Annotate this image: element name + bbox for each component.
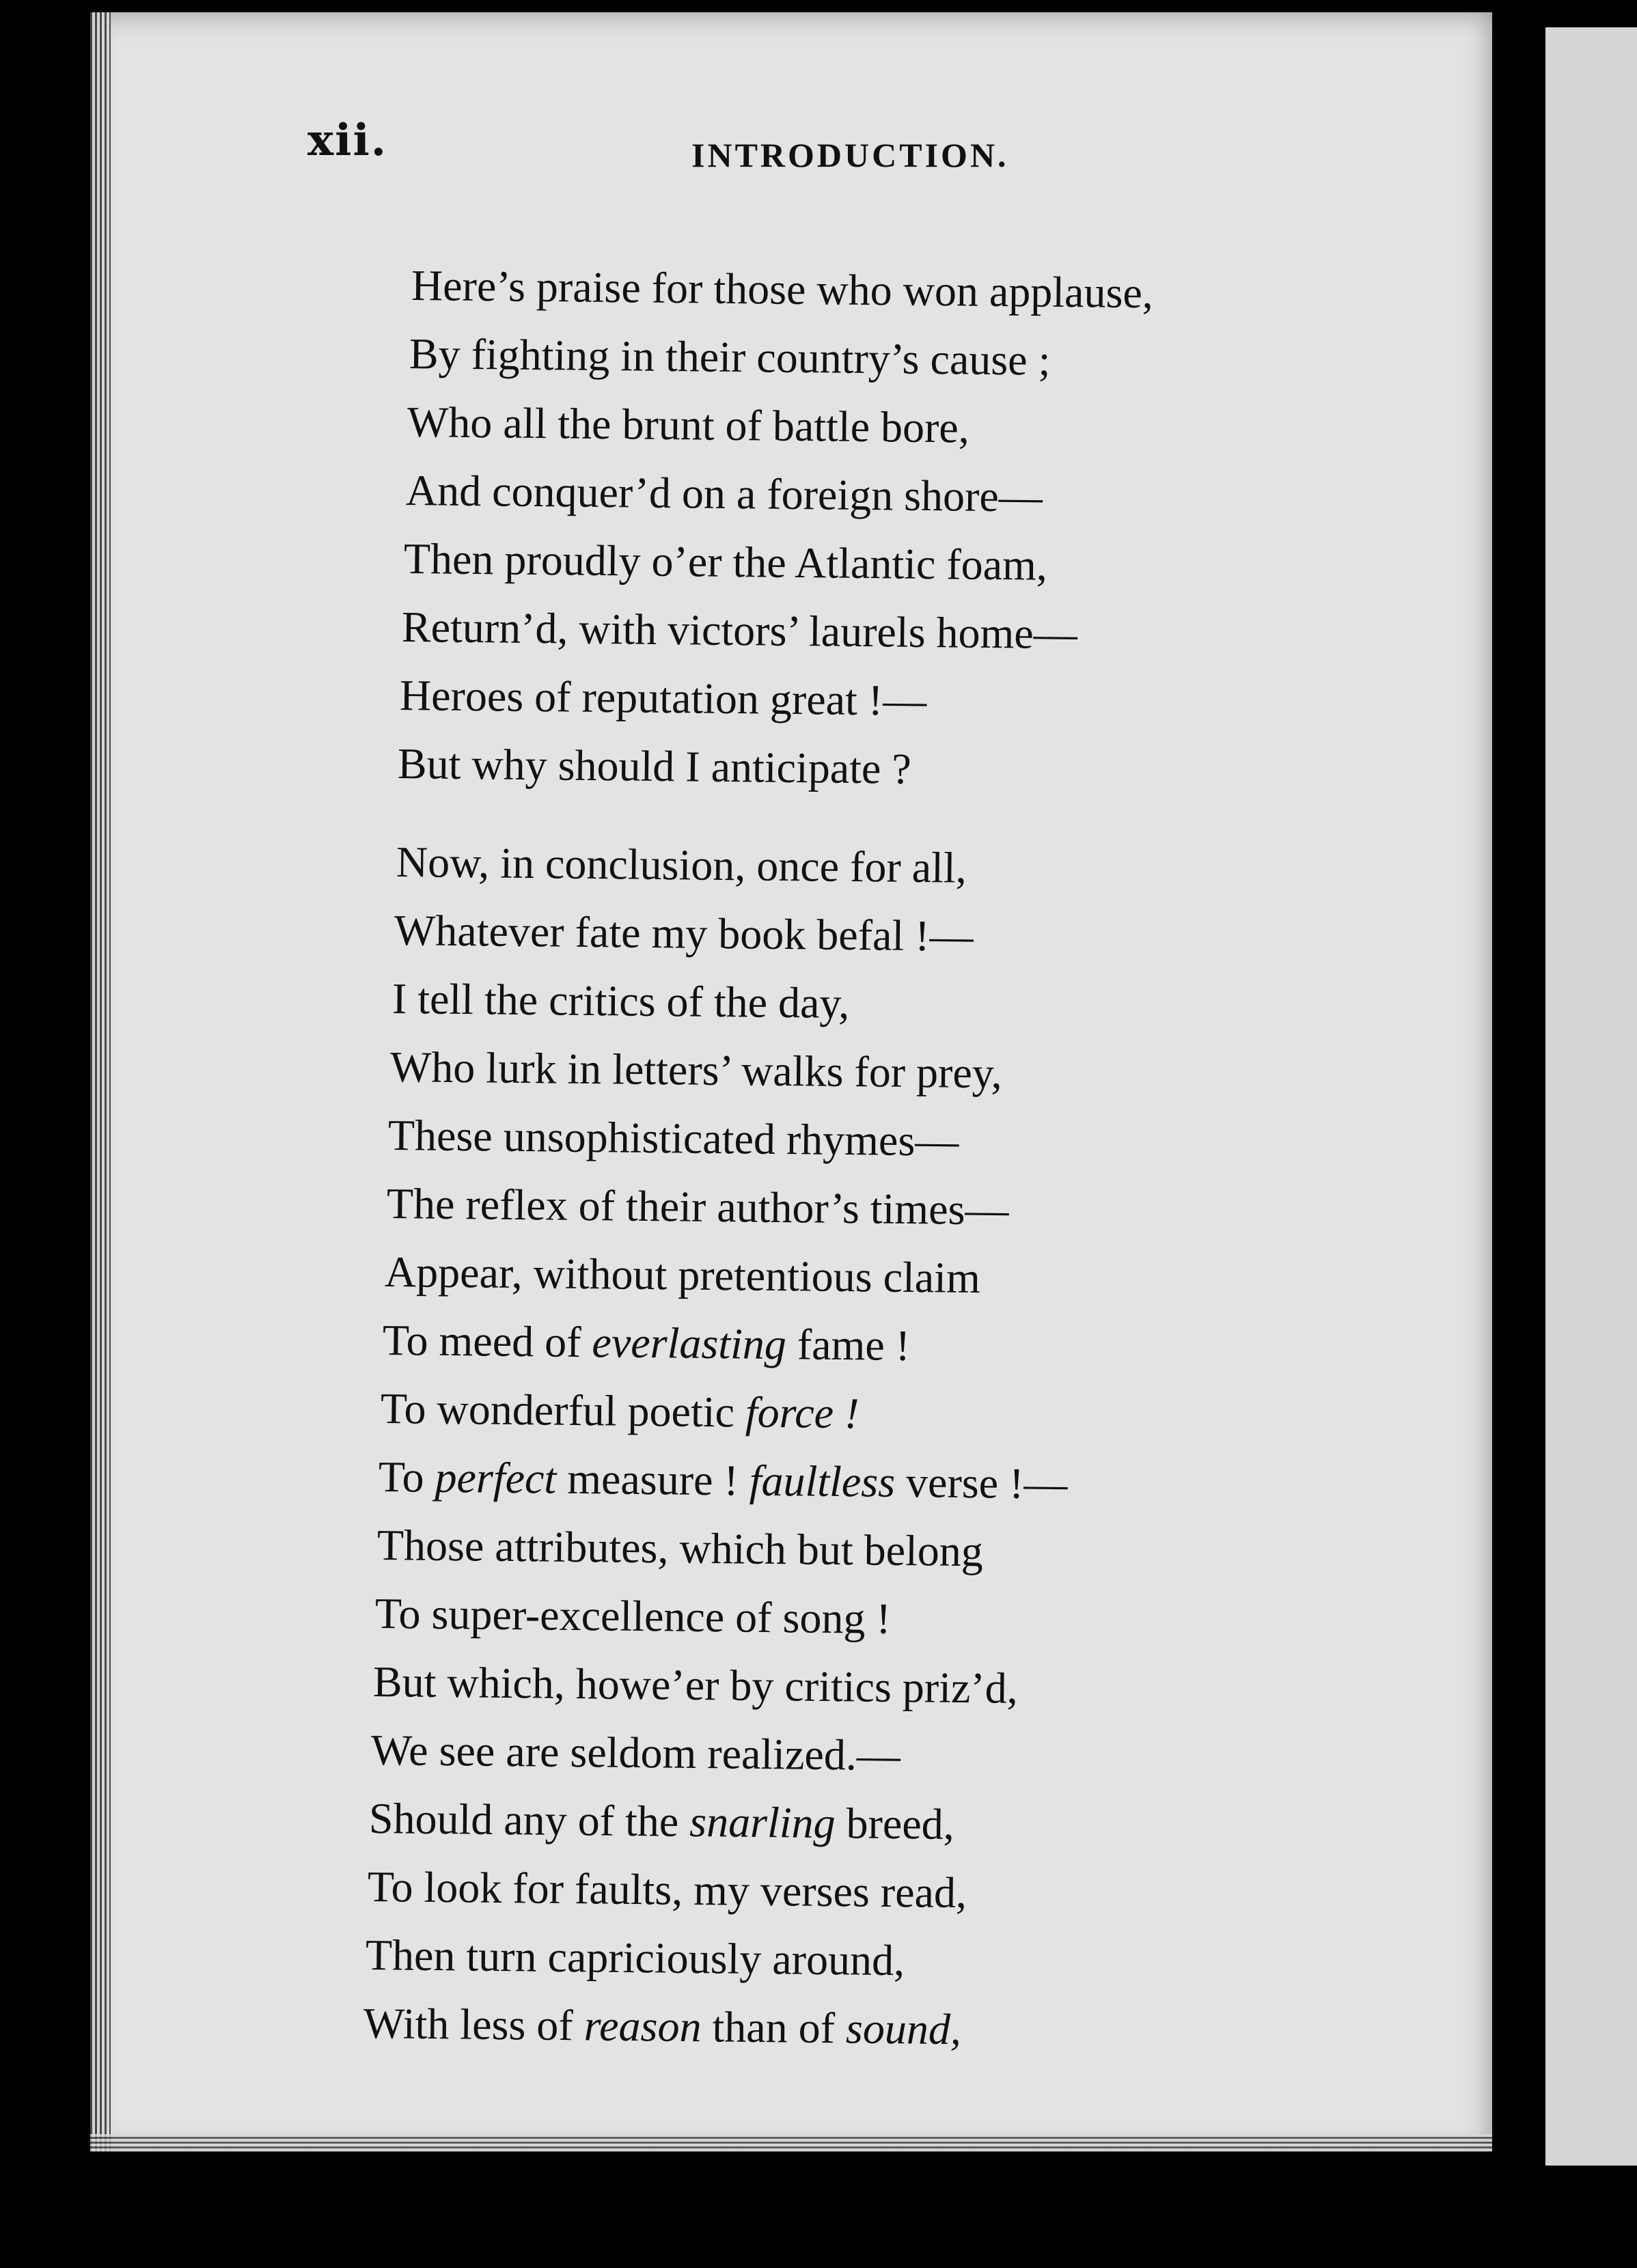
verse-line [396,840,966,890]
verse-line [409,329,1051,385]
adjacent-page-edge [1545,27,1637,2166]
italic-text: faultless [749,1456,896,1506]
running-head: INTRODUCTION. [691,136,1009,174]
verse-text: Then turn capriciously around, [365,1931,905,1985]
verse-line [386,1179,1009,1234]
verse-text: Here’s praise for those who won applause, [411,261,1154,318]
italic-text: perfect [435,1452,558,1503]
verse-line [374,1589,891,1643]
verse-line [371,1728,901,1778]
verse-line [391,974,850,1028]
verse-line [389,1042,1003,1098]
verse-text: Return’d, with victors’ laurels home— [401,603,1078,659]
verse-line [372,1657,1019,1713]
verse-text: To [379,1452,436,1502]
verse-text: The reflex of their author’s times— [386,1179,1009,1234]
italic-text: everlasting [592,1318,787,1369]
verse-text: measure ! [556,1454,750,1505]
verse-line [383,1318,911,1368]
verse-line [411,261,1154,318]
verse-line [401,603,1078,659]
verse-text: Should any of the [369,1794,691,1846]
verse-text: We see are seldom realized.— [370,1726,901,1780]
verse-text: I tell the critics of the day, [391,974,850,1028]
verse-line [379,1452,1069,1508]
verse-text: Appear, without pretentious claim [384,1247,981,1303]
verse-text: But which, howe’er by critics priz’d, [372,1657,1019,1713]
verse-text: Who lurk in letters’ walks for prey, [389,1042,1003,1098]
verse-text: Those attributes, which but belong [376,1521,983,1576]
verse-line [405,466,1043,521]
verse-text: And conquer’d on a foreign shore— [405,466,1043,521]
verse-text: To meed of [382,1316,592,1367]
italic-text: reason [583,2001,702,2051]
italic-text: force ! [745,1387,859,1438]
verse-text: than of [701,2002,847,2053]
verse-text: Whatever fate my book befal !— [394,906,974,960]
verse-line [388,1111,960,1165]
verse-line [376,1521,983,1576]
verse-line [365,1931,905,1985]
verse-line [399,671,927,725]
verse-line [363,1999,962,2054]
verse-line [394,906,974,960]
verse-line [367,1862,967,1918]
verse-text: Then proudly o’er the Atlantic foam, [403,534,1048,590]
poem [90,12,1492,2152]
verse-text: By fighting in their country’s cause ; [409,329,1051,385]
verse-text: fame ! [786,1320,911,1370]
verse-text: Now, in conclusion, once for all, [396,838,967,892]
verse-text: breed, [835,1799,955,1849]
verse-text: To look for faults, my verses read, [367,1862,967,1918]
verse-line [407,400,969,450]
verse-text: Heroes of reputation great !— [399,671,927,725]
verse-text: These unsophisticated rhymes— [388,1111,960,1165]
verse-text: But why should I anticipate ? [398,739,912,793]
verse-text: verse !— [895,1457,1069,1508]
page-number: xii. [307,115,388,166]
italic-text: snarling [689,1797,836,1848]
verse-line [398,739,912,793]
verse-text: To wonderful poetic [380,1384,746,1437]
verse-line [369,1794,955,1849]
verse-text: Who all the brunt of battle bore, [407,398,970,452]
verse-text: To super-excellence of song ! [374,1589,891,1643]
verse-text: With less of [363,1999,585,2050]
verse-line [380,1384,859,1438]
book-page [90,12,1492,2152]
verse-line [384,1247,981,1303]
verse-line [403,534,1048,590]
italic-text: sound, [845,2004,962,2054]
